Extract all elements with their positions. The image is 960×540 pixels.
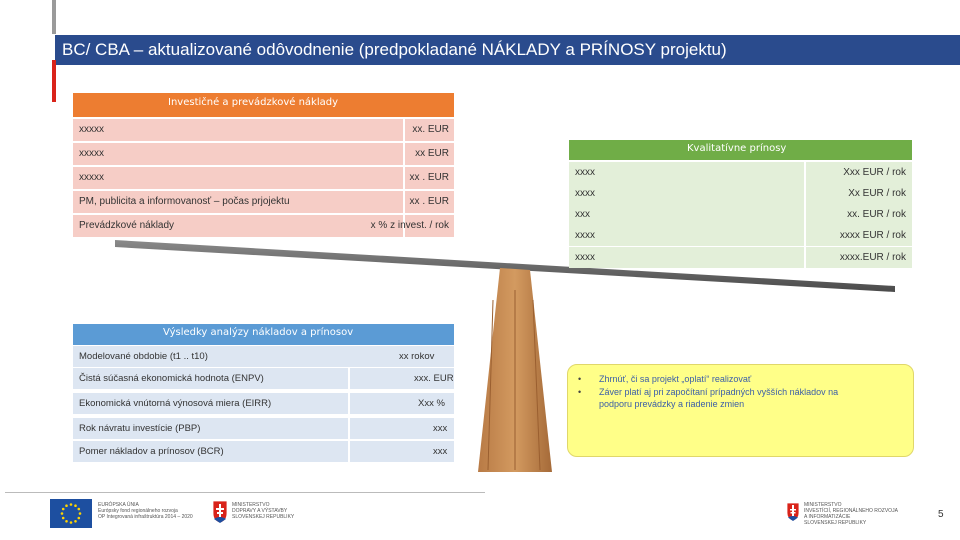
note-line: Zhrnúť, či sa projekt „oplatí“ realizovať xyxy=(599,374,752,384)
benefits-row-label: xxxx xyxy=(575,230,595,241)
results-row-value: xx rokov xyxy=(399,351,435,362)
benefits-header-label: Kvalitatívne prínosy xyxy=(687,143,787,154)
ministry-logo-line: INVESTÍCIÍ, REGIONÁLNEHO ROZVOJA xyxy=(804,508,898,514)
results-header-label: Výsledky analýzy nákladov a prínosov xyxy=(163,327,354,338)
benefits-row xyxy=(569,247,912,268)
cell-divider xyxy=(348,393,350,414)
cell-divider xyxy=(804,162,806,183)
summary-note xyxy=(567,364,914,457)
results-row-value: xxx. EUR xyxy=(414,373,454,384)
investment-row-label: xxxxx xyxy=(79,172,104,183)
ministry-transport-text xyxy=(232,502,294,520)
ministry-logo-line: MINISTERSTVO xyxy=(804,502,842,508)
cell-divider xyxy=(804,183,806,204)
results-row-value: Xxx % xyxy=(418,398,445,409)
cell-divider xyxy=(348,368,350,389)
ministry-logo-line: MINISTERSTVO xyxy=(232,502,270,508)
cell-divider xyxy=(804,225,806,246)
results-row-value: xxx xyxy=(433,446,448,457)
cell-divider xyxy=(403,191,405,213)
cell-divider xyxy=(403,167,405,189)
benefits-row-label: xxxx xyxy=(575,167,595,178)
page-title: BC/ CBA – aktualizované odôvodnenie (predpokladané NÁKLADY a PRÍNOSY projektu) xyxy=(62,40,727,59)
eu-logo-line: EURÓPSKA ÚNIA xyxy=(98,502,139,508)
benefits-row-value: xxxx.EUR / rok xyxy=(839,252,906,263)
benefits-row-label: xxxx xyxy=(575,188,595,199)
note-bullet: • xyxy=(578,387,582,397)
note-bullet: • xyxy=(578,374,582,384)
investment-row-label: Prevádzkové náklady xyxy=(79,220,175,231)
results-row xyxy=(73,346,454,367)
investment-row-label: xxxxx xyxy=(79,124,104,135)
ministry-investments-text xyxy=(804,502,898,526)
investment-row-value: xx . EUR xyxy=(409,196,449,207)
page-number: 5 xyxy=(938,509,944,520)
ministry-logo-line: SLOVENSKEJ REPUBLIKY xyxy=(804,520,867,526)
eu-logo-line: OP Integrovaná infraštruktúra 2014 – 2020 xyxy=(98,514,193,520)
results-row-label: Modelované obdobie (t1 .. t10) xyxy=(79,351,208,362)
ministry-logo-line: DOPRAVY A VÝSTAVBY xyxy=(232,508,288,514)
cell-divider xyxy=(804,204,806,225)
results-row xyxy=(73,441,454,462)
investment-row-label: xxxxx xyxy=(79,148,104,159)
investment-header xyxy=(73,93,454,117)
benefits-row xyxy=(569,204,912,225)
investment-row-value: xx . EUR xyxy=(409,172,449,183)
investment-header-label: Investičné a prevádzkové náklady xyxy=(168,97,339,108)
investment-row-label: PM, publicita a informovanosť – počas prjojektu xyxy=(79,196,290,207)
investment-row xyxy=(73,191,454,213)
benefits-header xyxy=(569,140,912,160)
cell-divider xyxy=(348,441,350,462)
results-header xyxy=(73,324,454,345)
ministry-logo-line: SLOVENSKEJ REPUBLIKY xyxy=(232,514,295,520)
results-row xyxy=(73,368,454,389)
investment-row-value: xx. EUR xyxy=(412,124,449,135)
benefits-row xyxy=(569,183,912,204)
results-row xyxy=(73,418,454,439)
cell-divider xyxy=(403,143,405,165)
investment-row xyxy=(73,143,454,165)
eu-flag-logo xyxy=(50,499,92,528)
benefits-row-label: xxx xyxy=(575,209,590,220)
note-line: Záver platí aj pri započítaní prípadných vyšších nákladov na xyxy=(599,387,839,397)
eu-logo-text xyxy=(98,502,193,520)
slovak-emblem-icon xyxy=(212,500,228,524)
results-row xyxy=(73,393,454,414)
ministry-logo-line: A INFORMATIZÁCIE xyxy=(804,514,851,520)
cell-divider xyxy=(403,119,405,141)
results-row-label: Pomer nákladov a prínosov (BCR) xyxy=(79,446,224,457)
benefits-row-value: Xx EUR / rok xyxy=(848,188,906,199)
note-line: podporu prevádzky a riadenie zmien xyxy=(599,399,745,409)
results-row-label: Ekonomická vnútorná výnosová miera (EIRR) xyxy=(79,398,272,409)
investment-row-value: xx EUR xyxy=(415,148,449,159)
cell-divider xyxy=(804,247,806,268)
slovak-emblem-icon xyxy=(786,502,800,522)
benefits-row-label: xxxx xyxy=(575,252,595,263)
investment-row xyxy=(73,215,454,237)
benefits-row-value: Xxx EUR / rok xyxy=(843,167,906,178)
benefits-row-value: xx. EUR / rok xyxy=(847,209,906,220)
investment-row xyxy=(73,119,454,141)
results-row-value: xxx xyxy=(433,423,448,434)
investment-row xyxy=(73,167,454,189)
results-row-label: Čistá súčasná ekonomická hodnota (ENPV) xyxy=(79,373,264,384)
eu-logo-line: Európsky fond regionálneho rozvoja xyxy=(98,508,178,514)
benefits-row xyxy=(569,162,912,183)
cell-divider xyxy=(348,418,350,439)
footer-divider xyxy=(5,492,485,493)
benefits-row xyxy=(569,225,912,246)
investment-row-value: x % z invest. / rok xyxy=(370,220,449,231)
results-row-label: Rok návratu investície (PBP) xyxy=(79,423,201,434)
benefits-row-value: xxxx EUR / rok xyxy=(839,230,906,241)
